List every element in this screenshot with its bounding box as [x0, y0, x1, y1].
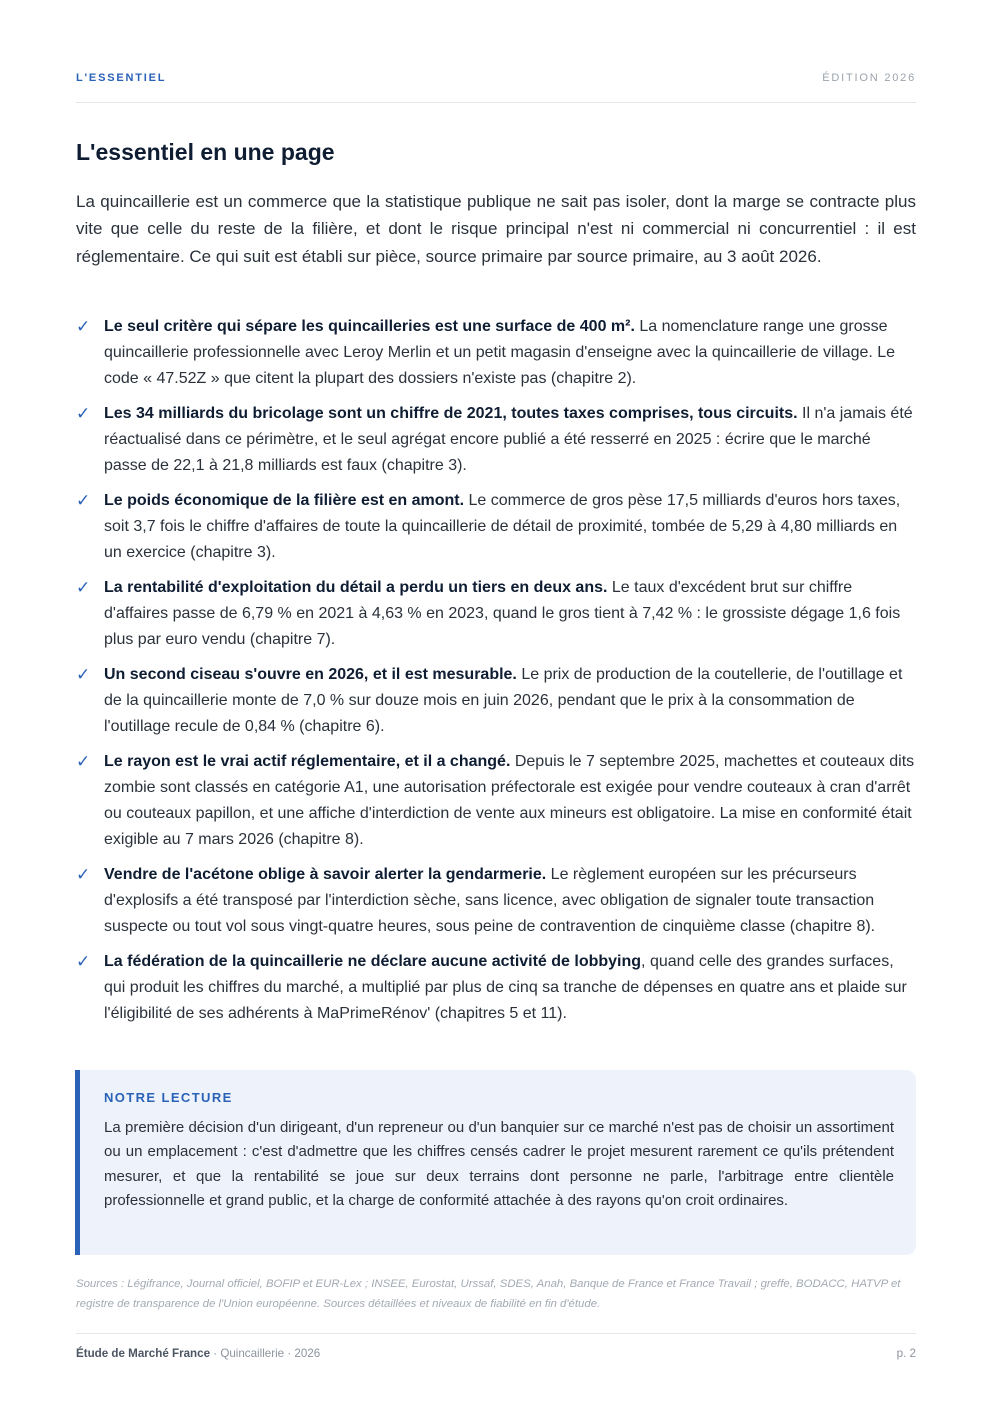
page-header	[76, 70, 916, 103]
section-label: L'ESSENTIEL	[76, 72, 167, 84]
list-item	[76, 575, 916, 653]
page-number: p. 2	[896, 1347, 916, 1360]
list-item-text	[104, 492, 900, 561]
footer-subtitle: · Quincaillerie · 2026	[210, 1347, 321, 1360]
list-item-lead: Les 34 milliards du bricolage sont un chiffre de 2021, toutes taxes comprises, tous circuits.	[104, 405, 798, 422]
list-item-body: Le prix de production de la coutellerie, de l'outillage et de la quincaillerie monte de 7,0 % sur douze mois en juin 2026, pendant que le prix à la consommation de l'outillage recule de 0,84 % (chapitre 6).	[104, 666, 903, 735]
footer-meta	[76, 1347, 320, 1360]
check-icon: ✓	[76, 404, 91, 423]
list-item	[76, 949, 916, 1027]
callout-title: NOTRE LECTURE	[104, 1090, 233, 1105]
list-item	[76, 401, 916, 479]
list-item	[76, 662, 916, 740]
list-item-text	[104, 579, 900, 648]
list-item-text	[104, 666, 902, 735]
check-icon: ✓	[76, 752, 91, 771]
list-item-text	[104, 953, 907, 1022]
callout-text: La première décision d'un dirigeant, d'un repreneur ou d'un banquier sur ce marché n'est pas de choisir un assortiment ou un emplacement : c'est d'admettre que les chiffres censés cadrer le projet mesurent rarement ce qu'ils prétendent mesurer, et que la rentabilité se joue sur deux terrains dont personne ne parle, l'arbitrage entre clientèle professionnelle et grand public, et la charge de conformité attachée à des rayons qu'on croit ordinaires.	[104, 1119, 894, 1209]
list-item-lead: Vendre de l'acétone oblige à savoir alerter la gendarmerie.	[104, 866, 547, 883]
list-item-lead: Le poids économique de la filière est en amont.	[104, 492, 465, 509]
list-item-lead: La rentabilité d'exploitation du détail a perdu un tiers en deux ans.	[104, 579, 608, 596]
list-item	[76, 314, 916, 392]
list-item-lead: Le rayon est le vrai actif réglementaire, et il a changé.	[104, 753, 511, 770]
list-item-body: Le taux d'excédent brut sur chiffre d'affaires passe de 6,79 % en 2021 à 4,63 % en 2023, quand le gros tient à 7,42 % : le grossiste dégage 1,6 fois plus par euro vendu (chapitre 7).	[104, 579, 901, 648]
list-item-lead: Le seul critère qui sépare les quincailleries est une surface de 400 m².	[104, 318, 635, 335]
edition-label: ÉDITION 2026	[822, 72, 916, 84]
check-icon: ✓	[76, 491, 91, 510]
list-item	[76, 862, 916, 940]
list-item-body: Depuis le 7 septembre 2025, machettes et couteaux dits zombie sont classés en catégorie A1, une autorisation préfectorale est exigée pour vendre couteaux à cran d'arrêt ou couteaux papillon, et une affiche d'interdiction de vente aux mineurs est obligatoire. La mise en conformité était exigible au 7 mars 2026 (chapitre 8).	[104, 753, 915, 848]
list-item-text	[104, 866, 875, 935]
list-item-body: Le commerce de gros pèse 17,5 milliards d'euros hors taxes, soit 3,7 fois le chiffre d'affaires de toute la quincaillerie de détail de proximité, tombée de 5,29 à 4,80 milliards en un exercice (chapitre 3).	[104, 492, 901, 561]
list-item-text	[104, 405, 913, 474]
check-icon: ✓	[76, 952, 91, 971]
intro-paragraph: La quincaillerie est un commerce que la statistique publique ne sait pas isoler, dont la marge se contracte plus vite que celle du reste de la filière, et dont le risque principal n'est ni commercial ni concurrentiel : il est réglementaire. Ce qui suit est établi sur pièce, source primaire par source primaire, au 3 août 2026.	[76, 192, 916, 266]
list-item-body: Le règlement européen sur les précurseurs d'explosifs a été transposé par l'interdiction sèche, sans licence, avec obligation de signaler toute transaction suspecte ou tout vol sous vingt-quatre heures, sous peine de contravention de cinquième classe (chapitre 8).	[104, 866, 876, 935]
sources-note: Sources : Légifrance, Journal officiel, BOFIP et EUR-Lex ; INSEE, Eurostat, Urssaf, SDES, Anah, Banque de France et France Travail ; greffe, BODACC, HATVP et registre de transparence de l'Union européenne. Sources détaillées et niveaux de fiabilité en fin d'étude.	[76, 1278, 901, 1310]
footer-brand: Étude de Marché France	[76, 1347, 211, 1360]
list-item-text	[104, 753, 914, 848]
list-item-body: Il n'a jamais été réactualisé dans ce périmètre, et le seul agrégat encore publié a été resserré en 2025 : écrire que le marché passe de 22,1 à 21,8 milliards est faux (chapitre 3).	[104, 405, 913, 474]
list-item-body: La nomenclature range une grosse quincaillerie professionnelle avec Leroy Merlin et un petit magasin d'enseigne avec la quincaillerie de village. Le code « 47.52Z » que citent la plupart des dossiers n'existe pas (chapitre 2).	[104, 318, 896, 387]
check-icon: ✓	[76, 578, 91, 597]
key-points-list	[76, 314, 916, 1036]
list-item	[76, 749, 916, 853]
page-footer	[76, 1333, 916, 1364]
list-item-lead: Un second ciseau s'ouvre en 2026, et il est mesurable.	[104, 666, 517, 683]
list-item-lead: La fédération de la quincaillerie ne déclare aucune activité de lobbying	[104, 953, 642, 970]
page-title: L'essentiel en une page	[76, 139, 335, 165]
reading-callout	[75, 1070, 916, 1255]
check-icon: ✓	[76, 317, 91, 336]
list-item-body: , quand celle des grandes surfaces, qui produit les chiffres du marché, a multiplié par plus de cinq sa tranche de dépenses en quatre ans et plaide sur l'éligibilité de ses adhérents à MaPrimeRénov' (chapitres 5 et 11).	[104, 953, 907, 1022]
list-item	[76, 488, 916, 566]
check-icon: ✓	[76, 865, 91, 884]
check-icon: ✓	[76, 665, 91, 684]
list-item-text	[104, 318, 895, 387]
